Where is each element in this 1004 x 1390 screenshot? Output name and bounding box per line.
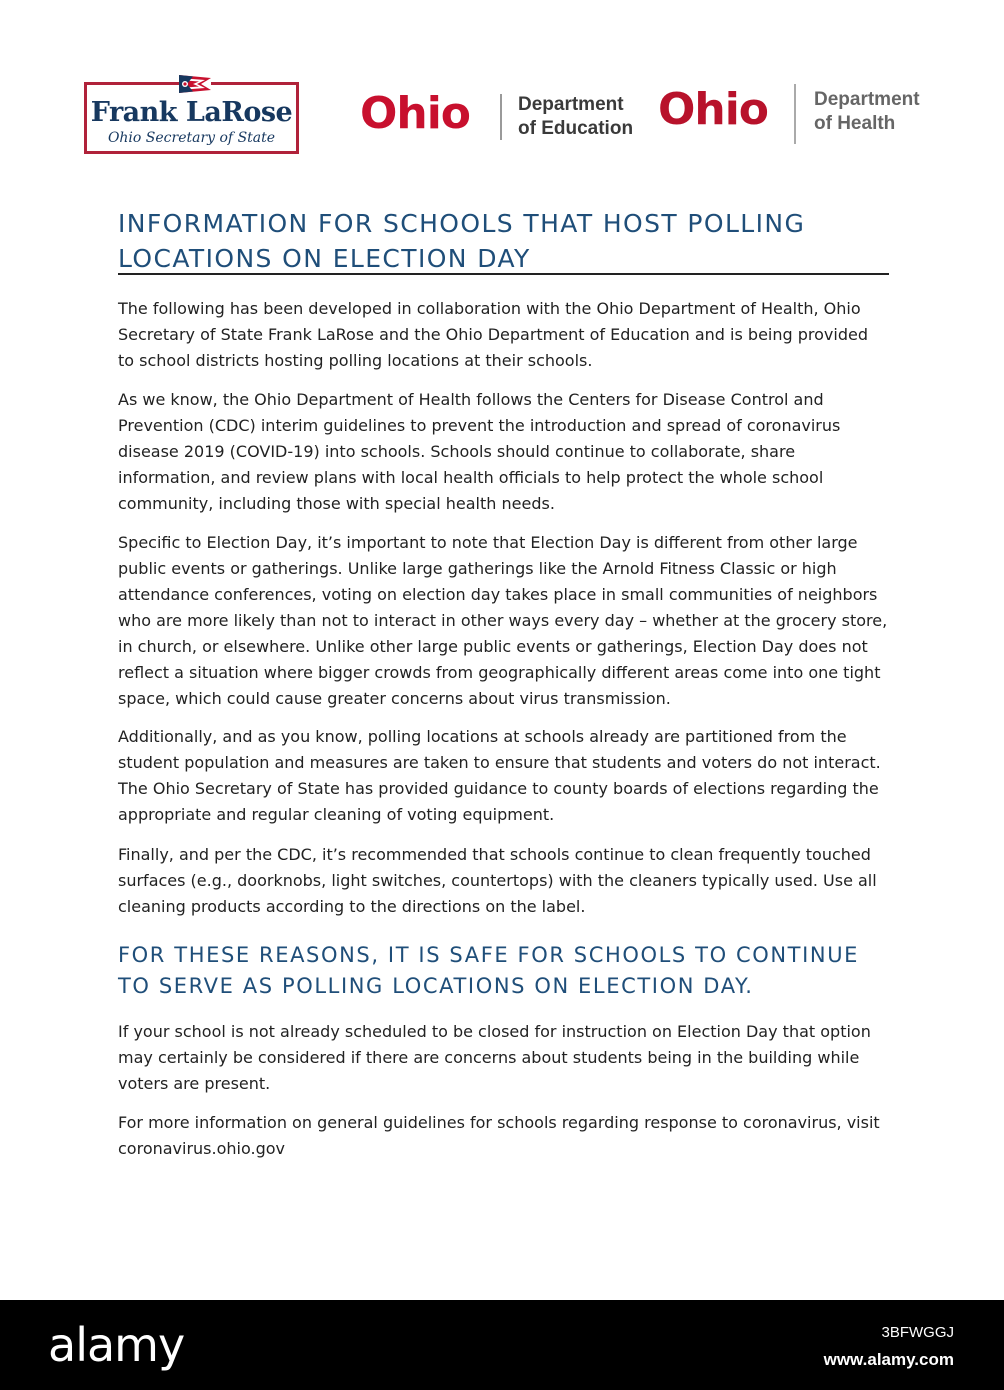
watermark-footer	[0, 1300, 1004, 1390]
image-id: 3BFWGGJ	[881, 1324, 954, 1341]
site-url: www.alamy.com	[823, 1350, 954, 1369]
paragraph-more-info: For more information on general guidelines for schools regarding response to coronavirus, visit coronavirus.ohio.gov	[118, 1113, 880, 1158]
paragraph-collaboration: The following has been developed in collaboration with the Ohio Department of Health, Ohio Secretary of State Frank LaRose and the Ohio Department of Education and is being provided to school districts hosting polling locations at their schools.	[118, 299, 868, 370]
ohio-health-logo	[658, 82, 938, 142]
larose-logo	[84, 82, 299, 154]
larose-logo-subtitle: Ohio Secretary of State	[107, 130, 276, 146]
logo-divider	[500, 94, 502, 140]
logo-divider	[794, 84, 796, 144]
ohio-education-wordmark: Ohio	[360, 88, 471, 139]
paragraph-closure-option: If your school is not already scheduled to be closed for instruction on Election Day that option may certainly be considered if there are concerns about students being in the building while voters are present.	[118, 1022, 871, 1093]
document-title: INFORMATION FOR SCHOOLS THAT HOST POLLING LOCATIONS ON ELECTION DAY	[118, 209, 806, 273]
title-underline	[118, 273, 889, 275]
education-dept-line1: Department	[518, 94, 624, 115]
paragraph-election-day: Specific to Election Day, it’s important to note that Election Day is different from other large public events or gatherings. Unlike large gatherings like the Arnold Fitness Classic or high attendance conferences, voting on election day takes place in small communities of neighbors who are more likely than not to interact in other ways every day – whether at the grocery store, in church, or elsewhere. Unlike other large public events or gatherings, Election Day does not reflect a situation where bigger crowds from geographically different areas come into one tight space, which could cause greater concerns about virus transmission.	[118, 533, 888, 708]
conclusion-heading: FOR THESE REASONS, IT IS SAFE FOR SCHOOLS TO CONTINUE TO SERVE AS POLLING LOCATIONS ON ELECTION DAY.	[118, 943, 860, 998]
paragraph-cdc-guidelines: As we know, the Ohio Department of Health follows the Centers for Disease Control and Prevention (CDC) interim guidelines to prevent the introduction and spread of coronavirus disease 2019 (COVID-19) into schools. Schools should continue to collaborate, share information, and review plans with local health officials to help protect the whole school community, including those with special health needs.	[118, 390, 841, 513]
ohio-health-wordmark: Ohio	[658, 84, 769, 135]
alamy-logo: alamy	[48, 1318, 185, 1372]
education-dept-line2: of Education	[518, 118, 634, 139]
health-dept-line1: Department	[814, 89, 920, 110]
paragraph-cleaning: Finally, and per the CDC, it’s recommended that schools continue to clean frequently touched surfaces (e.g., doorknobs, light switches, countertops) with the cleaners typically used. Use all cleaning products according to the directions on the label.	[118, 845, 877, 916]
ohio-flag-icon	[179, 75, 211, 93]
larose-logo-name: Frank LaRose	[90, 97, 293, 128]
health-dept-line2: of Health	[814, 113, 896, 134]
ohio-education-logo	[360, 86, 640, 146]
paragraph-partitioning: Additionally, and as you know, polling locations at schools already are partitioned from the student population and measures are taken to ensure that students and voters do not interact. The Ohio Secretary of State has provided guidance to county boards of elections regarding the appropriate and regular cleaning of voting equipment.	[118, 727, 881, 824]
